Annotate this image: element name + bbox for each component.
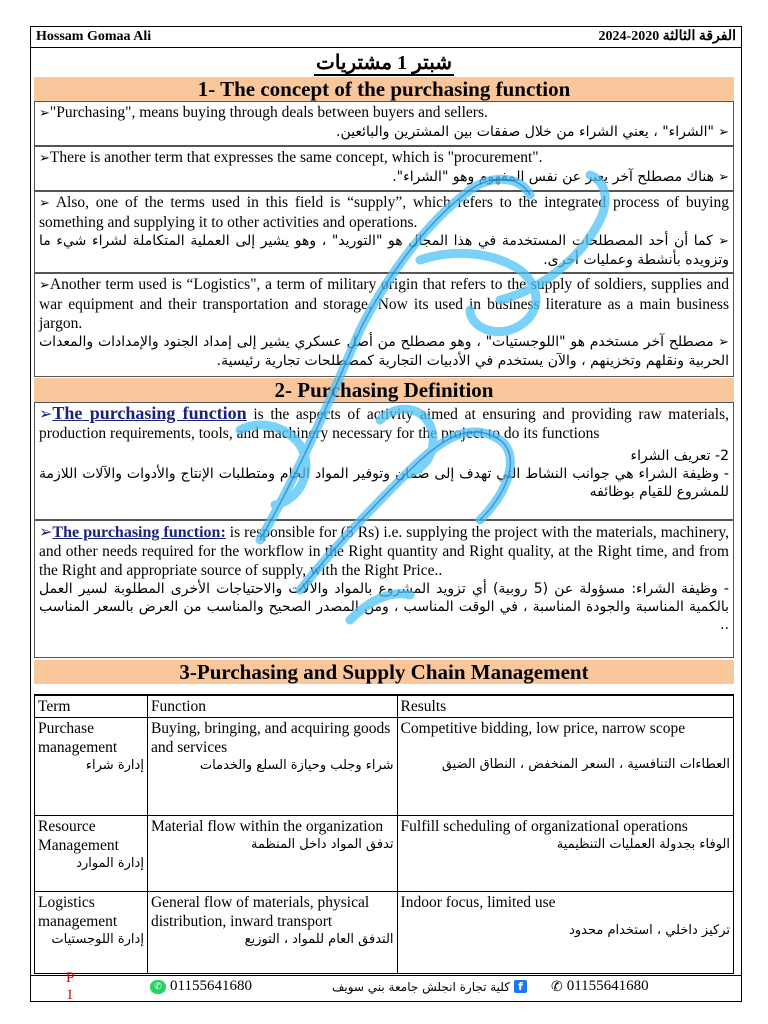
arrow-icon: ➢ [39,151,50,166]
phone-contact [551,978,649,995]
definition-ar-title: 2- تعريف الشراء [630,448,729,464]
concept-item-1 [34,101,734,146]
results-cell [397,718,733,816]
arrow-icon: ➢ [713,125,729,140]
results-ar: تركيز داخلي ، استخدام محدود [569,923,730,938]
term-en: Resource Management [38,818,119,854]
concept-3-en: Also, one of the terms used in this field is “supply”, which refers to the integrated process of buying something and supplying it to other activities and operations. [39,194,729,231]
concept-item-4 [34,273,734,377]
arrow-icon: ➢ [39,106,50,121]
page-title-text: شبتر 1 مشتريات [316,52,452,74]
concept-4-en: Another term used is “Logistics", a term of military origin that refers to the supply of soldiers, supplies and war equipment and their transportation and storage. Now its used in business literature as a main business jargon. [39,276,729,332]
definition-1-en: is the aspects of activity aimed at ensuring and providing raw materials, production requirements, tools, and machinery necessary for the project to do its functions [39,406,729,442]
arrow-icon: ➢ [39,196,50,211]
term-cell [35,718,148,816]
concept-2-en: There is another term that expresses the same concept, which is "procurement". [49,149,543,166]
whatsapp-contact [150,978,252,995]
results-en: Fulfill scheduling of organizational operations [400,818,688,835]
arrow-icon: ➢ [39,522,53,541]
whatsapp-icon: ✆ [150,980,166,994]
concept-item-2 [34,146,734,191]
function-ar: شراء وجلب وحيازة السلع والخدمات [199,758,394,773]
concept-2-ar: هناك مصطلح آخر يعبر عن نفس المفهوم وهو "الشراء". [392,169,714,185]
column-header-function: Function [147,695,397,718]
definition-2-en: is responsible for (5 Rs) i.e. supplying the project with the materials, machinery, and other needs required for the workflow in the Right quantity and Right quality, at the Right time, and from the Right and appropriate source of supply, with the Right Price.. [39,524,729,579]
results-cell [397,892,733,974]
term-en: Logistics management [38,894,118,930]
definition-2-lead: The purchasing function: [52,524,226,541]
arrow-icon: ➢ [39,278,50,293]
function-cell [147,892,397,974]
definition-item-2 [34,520,734,658]
function-en: Buying, bringing, and acquiring goods and services [150,720,391,756]
section-2-heading: 2- Purchasing Definition [34,378,734,402]
results-cell [397,816,733,892]
results-en: Competitive bidding, low price, narrow scope [400,720,686,737]
table-row [35,892,734,974]
facebook-contact [332,980,527,994]
function-ar: تدفق المواد داخل المنظمة [251,837,394,852]
concept-item-3 [34,191,734,273]
term-ar: إدارة اللوجستيات [51,932,144,947]
phone-number: 01155641680 [566,978,649,994]
arrow-icon: ➢ [39,404,53,423]
term-cell [35,816,148,892]
arrow-icon: ➢ [713,170,729,185]
function-cell [147,816,397,892]
section-1-heading: 1- The concept of the purchasing function [34,77,734,101]
phone-icon: ✆ [550,978,563,995]
year-level: الفرقة الثالثة 2020-2024 [598,29,736,44]
column-header-term: Term [35,695,148,718]
concept-1-en: "Purchasing", means buying through deals between buyers and sellers. [49,104,488,121]
concept-1-ar: "الشراء" ، يعني الشراء من خلال صفقات بين المشترين والبائعين. [336,124,714,140]
definition-item-1 [34,402,734,520]
definition-1-ar: - وظيفة الشراء هي جوانب النشاط التي تهدف إلى ضمان وتوفير المواد الخام ومتطلبات الإنتاج والأدوات والآلات اللازمة للمشروع للقيام بوظائفه [39,466,729,500]
facebook-page: كلية تجارة انجلش جامعة بني سويف [331,979,510,994]
function-en: Material flow within the organization [150,818,384,835]
results-ar: العطاءات التنافسية ، السعر المنخفض ، النطاق الضيق [441,757,730,772]
page-header [30,26,742,48]
function-en: General flow of materials, physical distribution, inward transport [150,894,370,930]
arrow-icon: ➢ [712,234,729,249]
term-ar: إدارة شراء [85,758,144,773]
column-header-results: Results [397,695,733,718]
whatsapp-number: 01155641680 [170,978,252,994]
results-en: Indoor focus, limited use [400,894,556,911]
definition-2-ar: - وظيفة الشراء: مسؤولة عن (5 روبية) أي تزويد المشروع بالمواد والآلات والاحتياجات الأخرى المطلوبة لسير العمل بالكمية المناسبة والجودة المناسبة ، في الوقت المناسب ، ومن المصدر الصحيح والمناسب من العرض بالسعر المناسب .. [39,581,729,633]
table-row [35,816,734,892]
table-row [35,718,734,816]
function-ar: التدفق العام للمواد ، التوزيع [244,932,394,947]
page-title [0,50,768,75]
term-en: Purchase management [38,720,118,756]
concept-4-ar: مصطلح آخر مستخدم هو "اللوجستيات" ، وهو مصطلح من أصل عسكري يشير إلى إمداد الجنود والإمدادات والمعدات الحربية ونقلهم وتخزينهم ، والآن يستخدم في الأدبيات التجارية كمصطلحات تجارية رئيسية. [39,334,729,369]
function-cell [147,718,397,816]
arrow-icon: ➢ [713,335,729,350]
term-ar: إدارة الموارد [76,856,144,871]
supply-chain-table [34,694,734,974]
page-footer [30,969,742,1003]
facebook-icon: f [514,980,527,993]
concept-3-ar: كما أن أحد المصطلحات المستخدمة في هذا المجال هو "التوريد" ، وهو يشير إلى العملية المتكاملة لشراء شيء ما وتزويده بأنشطة وعمليات أخرى. [39,233,729,268]
page-number: P 1 [66,969,74,1003]
definition-1-lead: The purchasing function [52,403,247,423]
results-ar: الوفاء بجدولة العمليات التنظيمية [556,837,730,852]
term-cell [35,892,148,974]
author-name: Hossam Gomaa Ali [36,28,152,44]
section-3-heading: 3-Purchasing and Supply Chain Management [34,660,734,684]
table-header-row [35,695,734,718]
